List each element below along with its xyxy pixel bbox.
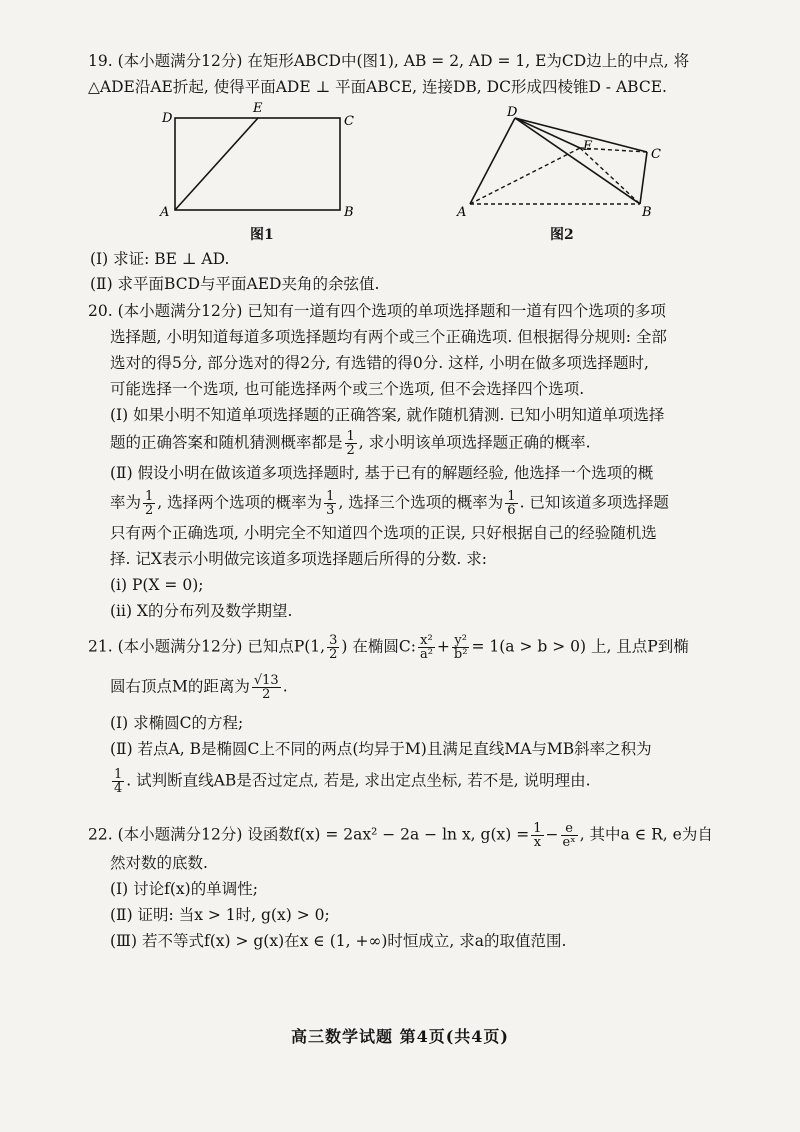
q20-line2: 选择题, 小明知道每道多项选择题均有两个或三个正确选项. 但根据得分规则: 全部 [110,328,667,346]
fraction-one-quarter [112,768,124,795]
fraction-one-sixth [505,490,517,517]
frac-numerator: √13 [253,673,279,688]
q20-sub2: (ⅱ) X的分布列及数学期望. [110,602,293,620]
q21-line1 [88,634,689,661]
q20-line1: 20. (本小题满分12分) 已知有一道有四个选项的单项选择题和一道有四个选项的多项 [88,302,666,320]
frac-denominator: 4 [114,781,123,796]
fraction-one-half-2 [143,490,155,517]
fig1-label-e: E [253,101,263,116]
fraction-sqrt13-over-2 [252,674,281,701]
figure-1-rectangle [150,100,370,220]
fraction-x2-a2 [418,634,435,661]
frac-numerator: 1 [145,489,154,504]
q20-sub1: (ⅰ) P(X = 0); [110,576,204,594]
fig1-caption: 图1 [250,227,274,243]
edge-db [515,118,640,204]
fig2-caption: 图2 [550,227,574,243]
fraction-three-halves [327,634,339,661]
q20-part2-line4: 择. 记X表示小明做完该道多项选择题后所得的分数. 求: [110,550,487,568]
frac-numerator: 1 [114,767,123,782]
fig2-label-b: B [642,205,652,220]
q20-p2-c: , 选择三个选项的概率为 [338,493,504,512]
page-footer: 高三数学试题 第4页(共4页) [291,1027,509,1046]
edge-ad [470,118,515,204]
segment-ae [175,118,258,210]
fig2-label-e: E [583,139,593,154]
q22-part1: (Ⅰ) 讨论f(x)的单调性; [110,880,258,898]
fig1-label-a: A [160,205,170,220]
frac-denominator: 2 [262,687,271,702]
frac-numerator: x² [418,634,435,648]
frac-numerator: 1 [326,489,335,504]
frac-denominator: x [533,835,542,850]
fig1-label-c: C [344,114,354,129]
q22-line1-b: , 其中a ∈ R, e为自 [579,825,713,844]
fraction-one-third [324,490,336,517]
figure-2-pyramid [455,104,675,222]
edge-ae-hidden [470,148,580,204]
frac-denominator: 2 [329,647,338,662]
frac-numerator: y² [452,634,470,648]
q20-p2-a: 率为 [110,493,142,512]
q20-part1-line2 [110,430,591,457]
q20-part1-line2-b: , 求小明该单项选择题正确的概率. [358,433,591,452]
q21-line2-b: . [282,677,288,696]
q20-part1-line2-a: 题的正确答案和随机猜测概率都是 [110,433,343,452]
q21-part1: (Ⅰ) 求椭圆C的方程; [110,714,244,732]
fraction-y2-b2 [452,634,470,661]
q22-part3: (Ⅲ) 若不等式f(x) > g(x)在x ∈ (1, +∞)时恒成立, 求a的取值范围. [110,932,567,950]
q21-line2-a: 圆右顶点M的距离为 [110,677,250,696]
q22-line1-a: 22. (本小题满分12分) 设函数f(x) = 2ax² − 2a − ln x, g(x) = [88,825,530,844]
frac-denominator: 2 [145,503,154,518]
frac-numerator: 1 [507,489,516,504]
q19-line2: △ADE沿AE折起, 使得平面ADE ⊥ 平面ABCE, 连接DB, DC形成四棱锥D - ABCE. [88,78,667,96]
fraction-e-over-ex [561,822,578,849]
q21-part2-cont [110,768,591,795]
q20-part2-line3: 只有两个正确选项, 小明完全不知道四个选项的正误, 只好根据自己的经验随机选 [110,524,657,542]
q21-line1-a: 21. (本小题满分12分) 已知点P(1, [88,637,326,656]
q19-part1: (Ⅰ) 求证: BE ⊥ AD. [90,250,230,268]
q20-p2-b: , 选择两个选项的概率为 [157,493,323,512]
frac-denominator: a² [419,647,433,662]
frac-denominator: b² [453,647,468,662]
frac-numerator: e [561,822,578,836]
frac-denominator: 3 [326,503,335,518]
q20-part2-line1: (Ⅱ) 假设小明在做该道多项选择题时, 基于已有的解题经验, 他选择一个选项的概 [110,464,654,482]
q22-line1 [88,822,713,849]
fraction-one-half [345,430,357,457]
edge-cb [640,152,647,204]
frac-numerator: 1 [346,429,355,444]
fraction-1-over-x [531,822,543,849]
edge-dc [515,118,647,152]
edge-eb-hidden [580,148,640,204]
rect-abcd [175,118,340,210]
fig2-label-c: C [651,147,661,162]
q20-part1-line1: (Ⅰ) 如果小明不知道单项选择题的正确答案, 就作随机猜测. 已知小明知道单项选择 [110,406,665,424]
fig1-label-b: B [344,205,354,220]
fig2-label-d: D [507,105,518,120]
frac-denominator: eˣ [562,835,576,850]
q21-line1-c: = 1(a > b > 0) 上, 且点P到椭 [471,637,689,656]
fig2-label-a: A [457,205,467,220]
frac-denominator: 2 [346,443,355,458]
q21-last: . 试判断直线AB是否过定点, 若是, 求出定点坐标, 若不是, 说明理由. [126,771,591,790]
q21-line2 [110,674,288,701]
frac-numerator: 3 [329,633,338,648]
q20-p2-d: . 已知该道多项选择题 [519,493,669,512]
plus-sign: + [436,637,450,656]
q19-part2: (Ⅱ) 求平面BCD与平面AED夹角的余弦值. [90,275,380,293]
frac-numerator: 1 [533,821,542,836]
q20-line4: 可能选择一个选项, 也可能选择两个或三个选项, 但不会选择四个选项. [110,380,585,398]
q22-part2: (Ⅱ) 证明: 当x > 1时, g(x) > 0; [110,906,330,924]
fig1-label-d: D [162,111,173,126]
frac-denominator: 6 [507,503,516,518]
minus-sign: − [545,825,559,844]
q20-part2-line2 [110,490,669,517]
q22-line2: 然对数的底数. [110,854,208,872]
q21-part2: (Ⅱ) 若点A, B是椭圆C上不同的两点(均异于M)且满足直线MA与MB斜率之积为 [110,740,652,758]
q20-line3: 选对的得5分, 部分选对的得2分, 有选错的得0分. 这样, 小明在做多项选择题时, [110,354,649,372]
q21-line1-b: ) 在椭圆C: [341,637,416,656]
q19-line1: 19. (本小题满分12分) 在矩形ABCD中(图1), AB = 2, AD = 1, E为CD边上的中点, 将 [88,52,690,70]
